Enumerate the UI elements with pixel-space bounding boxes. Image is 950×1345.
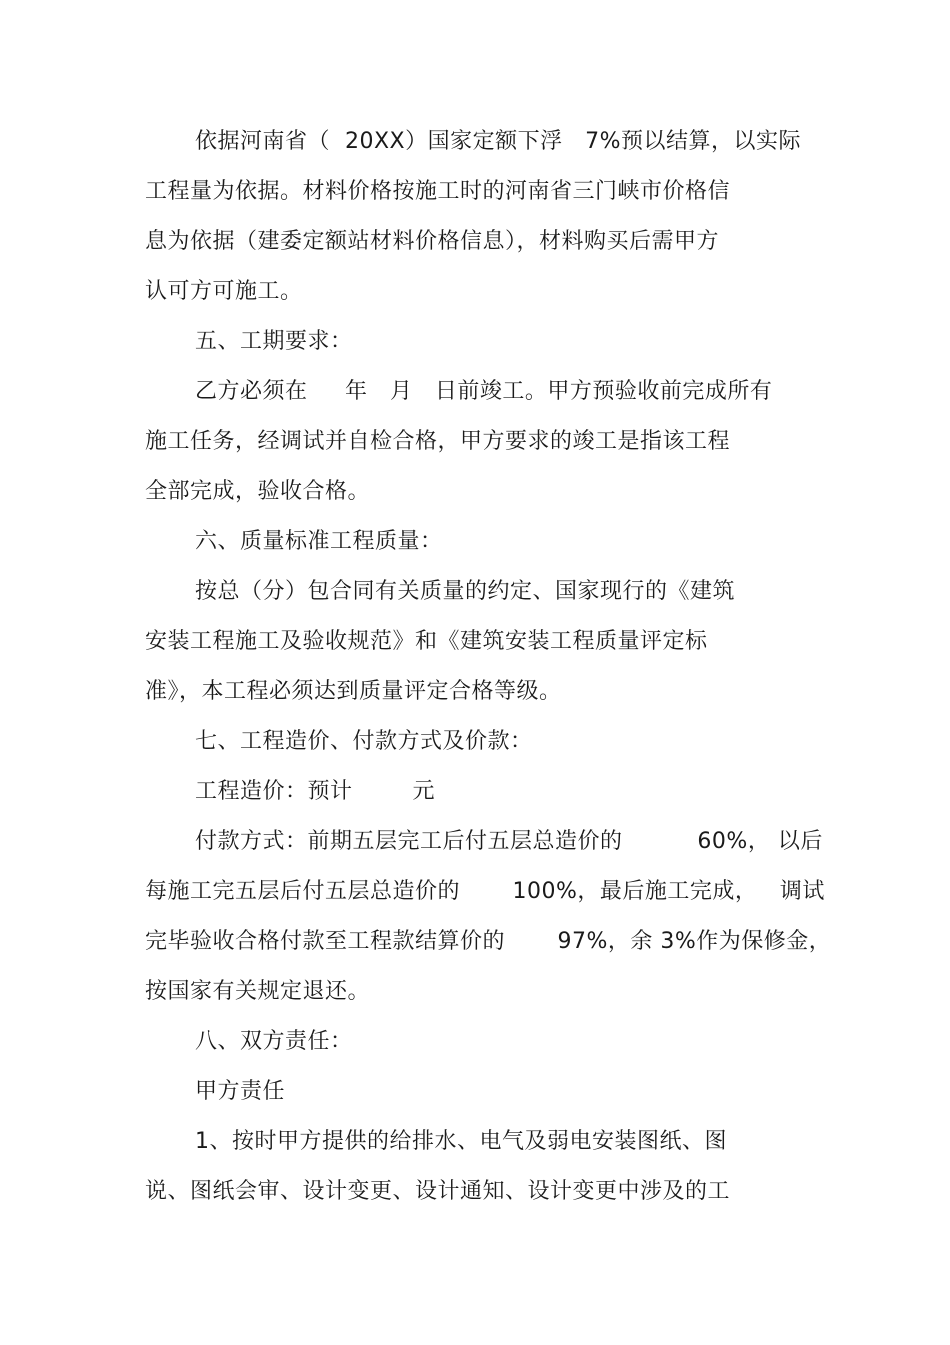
section-heading: 六、质量标准工程质量： xyxy=(195,529,443,554)
section-heading: 八、双方责任： xyxy=(195,1029,353,1054)
paragraph-line: 完毕验收合格付款至工程款结算价的 97%，余 3%作为保修金， xyxy=(145,929,832,954)
section-heading: 七、工程造价、付款方式及价款： xyxy=(195,729,533,754)
paragraph-line: 依据河南省（ 20XX）国家定额下浮 7%预以结算，以实际 xyxy=(195,129,802,154)
paragraph-line: 准》，本工程必须达到质量评定合格等级。 xyxy=(145,679,562,704)
paragraph-line: 乙方必须在 年 月 日前竣工。甲方预验收前完成所有 xyxy=(195,379,773,404)
subsection-heading: 甲方责任 xyxy=(195,1079,286,1104)
paragraph-line: 安装工程施工及验收规范》和《建筑安装工程质量评定标 xyxy=(145,629,708,654)
paragraph-line: 说、图纸会审、设计变更、设计通知、设计变更中涉及的工 xyxy=(145,1179,731,1204)
paragraph-line: 认可方可施工。 xyxy=(145,279,303,304)
paragraph-line: 工程量为依据。材料价格按施工时的河南省三门峡市价格信 xyxy=(145,179,731,204)
paragraph-line: 按国家有关规定退还。 xyxy=(145,979,371,1004)
paragraph-line: 息为依据（建委定额站材料价格信息），材料购买后需甲方 xyxy=(145,229,720,254)
paragraph-line: 1、按时甲方提供的给排水、电气及弱电安装图纸、图 xyxy=(195,1129,727,1154)
paragraph-line: 施工任务，经调试并自检合格，甲方要求的竣工是指该工程 xyxy=(145,429,731,454)
paragraph-line: 工程造价：预计 元 xyxy=(195,779,435,804)
paragraph-line: 每施工完五层后付五层总造价的 100%，最后施工完成， 调试 xyxy=(145,879,825,904)
paragraph-line: 付款方式：前期五层完工后付五层总造价的 60%， 以后 xyxy=(195,829,823,854)
section-heading: 五、工期要求： xyxy=(195,329,353,354)
paragraph-line: 全部完成，验收合格。 xyxy=(145,479,371,504)
paragraph-line: 按总（分）包合同有关质量的约定、国家现行的《建筑 xyxy=(195,579,736,604)
